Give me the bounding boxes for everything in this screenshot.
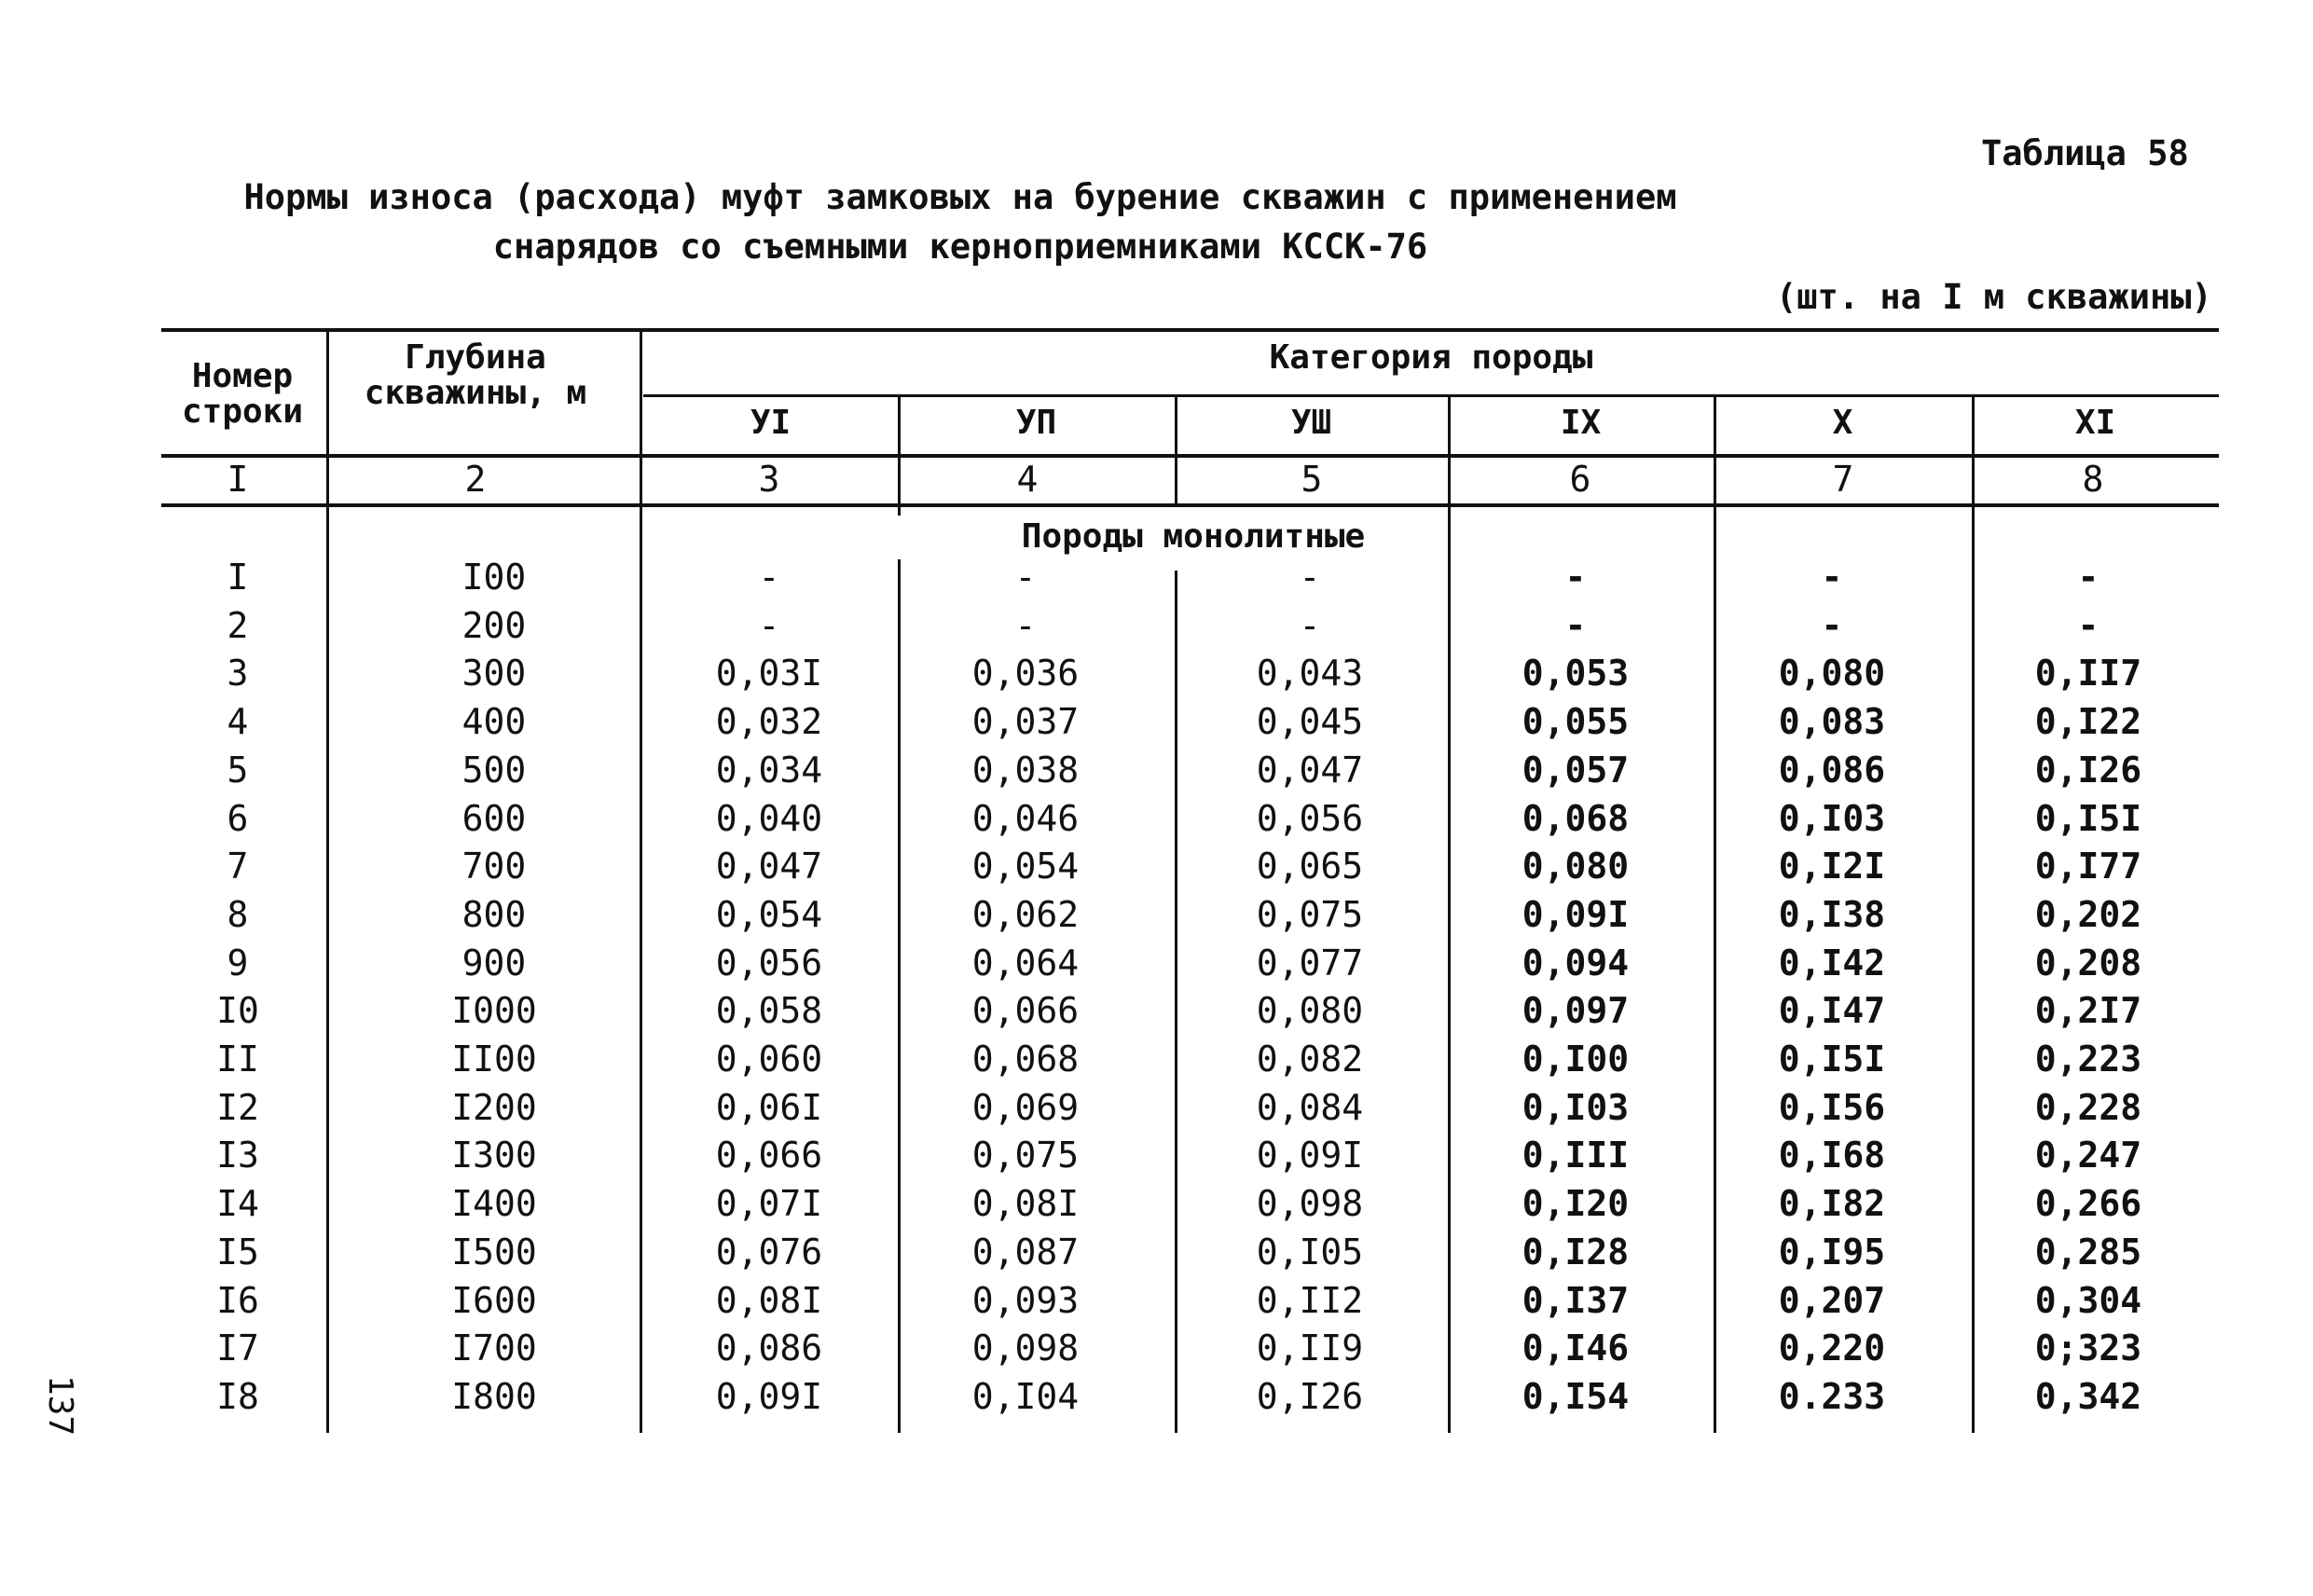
norm-value-cell: 0,054 bbox=[971, 846, 1080, 887]
depth-cell: 700 bbox=[461, 846, 527, 887]
units-note: (шт. на I м скважины) bbox=[1776, 277, 2212, 317]
norm-value-cell: 0,056 bbox=[1256, 798, 1364, 839]
norm-value-cell: 0,076 bbox=[715, 1231, 823, 1273]
column-number: 3 bbox=[758, 459, 780, 500]
norm-value-cell: 0,054 bbox=[715, 894, 823, 935]
norm-value-cell: 0,045 bbox=[1256, 701, 1364, 742]
header-category-VIII: УШ bbox=[1290, 404, 1332, 442]
norm-value-cell: - bbox=[1299, 605, 1321, 646]
norm-value-cell: 0,077 bbox=[1256, 942, 1364, 984]
row-number-cell: I3 bbox=[216, 1135, 259, 1176]
norm-value-cell: - bbox=[1564, 605, 1587, 646]
row-number-cell: 4 bbox=[227, 701, 249, 742]
norm-value-cell: 0,060 bbox=[715, 1039, 823, 1080]
norm-value-cell: 0,09I bbox=[715, 1376, 823, 1417]
norm-value-cell: 0,I95 bbox=[1778, 1231, 1886, 1273]
norm-value-cell: 0,266 bbox=[2034, 1183, 2142, 1224]
row-number-cell: 8 bbox=[227, 894, 249, 935]
norm-value-cell: 0,032 bbox=[715, 701, 823, 742]
norm-value-cell: 0,034 bbox=[715, 750, 823, 791]
col-divider bbox=[640, 328, 642, 1433]
row-number-cell: I bbox=[227, 557, 249, 598]
norm-value-cell: 0,058 bbox=[715, 990, 823, 1031]
norm-value-cell: 0,I5I bbox=[1778, 1039, 1886, 1080]
norm-value-cell: 0,207 bbox=[1778, 1280, 1886, 1321]
norm-value-cell: 0,065 bbox=[1256, 846, 1364, 887]
norm-value-cell: 0,08I bbox=[715, 1280, 823, 1321]
norm-value-cell: 0.233 bbox=[1778, 1376, 1886, 1417]
norm-value-cell: 0,080 bbox=[1521, 846, 1630, 887]
norm-value-cell: - bbox=[758, 557, 780, 598]
norm-value-cell: 0,I54 bbox=[1521, 1376, 1630, 1417]
column-number: 4 bbox=[1016, 459, 1039, 500]
norm-value-cell: - bbox=[758, 605, 780, 646]
norm-value-cell: 0,07I bbox=[715, 1183, 823, 1224]
norm-value-cell: 0,062 bbox=[971, 894, 1080, 935]
section-title: Породы монолитные bbox=[1021, 517, 1366, 556]
norm-value-cell: 0,I68 bbox=[1778, 1135, 1886, 1176]
column-number: 7 bbox=[1832, 459, 1854, 500]
depth-cell: 400 bbox=[461, 701, 527, 742]
depth-cell: I400 bbox=[451, 1183, 537, 1224]
col-divider bbox=[898, 559, 901, 1433]
depth-cell: 800 bbox=[461, 894, 527, 935]
norm-value-cell: 0,II2 bbox=[1256, 1280, 1364, 1321]
norm-value-cell: - bbox=[1564, 557, 1587, 598]
col-divider bbox=[1972, 394, 1975, 1433]
row-number-cell: 9 bbox=[227, 942, 249, 984]
page-number: 137 bbox=[41, 1375, 79, 1437]
norm-value-cell: 0,046 bbox=[971, 798, 1080, 839]
norm-value-cell: 0,093 bbox=[971, 1280, 1080, 1321]
norm-value-cell: 0;323 bbox=[2034, 1328, 2142, 1369]
norm-value-cell: 0,069 bbox=[971, 1087, 1080, 1128]
norm-value-cell: 0,I22 bbox=[2034, 701, 2142, 742]
row-number-cell: 5 bbox=[227, 750, 249, 791]
norm-value-cell: 0,038 bbox=[971, 750, 1080, 791]
depth-cell: I700 bbox=[451, 1328, 537, 1369]
norm-value-cell: 0,304 bbox=[2034, 1280, 2142, 1321]
norm-value-cell: 0,208 bbox=[2034, 942, 2142, 984]
norm-value-cell: 0,068 bbox=[1521, 798, 1630, 839]
norm-value-cell: 0,075 bbox=[1256, 894, 1364, 935]
depth-cell: I300 bbox=[451, 1135, 537, 1176]
norm-value-cell: 0,I77 bbox=[2034, 846, 2142, 887]
norm-value-cell: 0,097 bbox=[1521, 990, 1630, 1031]
norm-value-cell: 0,II9 bbox=[1256, 1328, 1364, 1369]
depth-cell: I500 bbox=[451, 1231, 537, 1273]
norm-value-cell: 0,I47 bbox=[1778, 990, 1886, 1031]
column-number: I bbox=[227, 459, 249, 500]
header-category-VI: УI bbox=[750, 404, 792, 442]
norm-value-cell: 0,I28 bbox=[1521, 1231, 1630, 1273]
norm-value-cell: 0,I42 bbox=[1778, 942, 1886, 984]
norm-value-cell: 0,223 bbox=[2034, 1039, 2142, 1080]
table-title-line-2: снарядов со съемными керноприемниками КССК-76 bbox=[492, 227, 1428, 267]
norm-value-cell: 0,I00 bbox=[1521, 1039, 1630, 1080]
norm-value-cell: 0,080 bbox=[1256, 990, 1364, 1031]
norm-value-cell: 0,043 bbox=[1256, 653, 1364, 694]
depth-cell: I00 bbox=[461, 557, 527, 598]
depth-cell: I600 bbox=[451, 1280, 537, 1321]
norm-value-cell: 0,066 bbox=[971, 990, 1080, 1031]
row-number-cell: 3 bbox=[227, 653, 249, 694]
norm-value-cell: - bbox=[1821, 605, 1843, 646]
norm-value-cell: 0,06I bbox=[715, 1087, 823, 1128]
depth-cell: 900 bbox=[461, 942, 527, 984]
norm-value-cell: 0,03I bbox=[715, 653, 823, 694]
row-number-cell: 2 bbox=[227, 605, 249, 646]
norm-value-cell: 0,I46 bbox=[1521, 1328, 1630, 1369]
row-number-cell: I0 bbox=[216, 990, 259, 1031]
depth-cell: 200 bbox=[461, 605, 527, 646]
norm-value-cell: 0,098 bbox=[1256, 1183, 1364, 1224]
table-title-line-1: Нормы износа (расхода) муфт замковых на бурение скважин с применением bbox=[243, 177, 1677, 217]
depth-cell: I200 bbox=[451, 1087, 537, 1128]
norm-value-cell: 0,053 bbox=[1521, 653, 1630, 694]
depth-cell: I000 bbox=[451, 990, 537, 1031]
norm-value-cell: 0,I37 bbox=[1521, 1280, 1630, 1321]
col-divider bbox=[1175, 571, 1177, 1433]
norm-value-cell: - bbox=[1821, 557, 1843, 598]
norm-value-cell: 0,087 bbox=[971, 1231, 1080, 1273]
norm-value-cell: 0,082 bbox=[1256, 1039, 1364, 1080]
table-label: Таблица 58 bbox=[1981, 133, 2189, 173]
norm-value-cell: 0,047 bbox=[715, 846, 823, 887]
norm-value-cell: 0,342 bbox=[2034, 1376, 2142, 1417]
norm-value-cell: 0,I05 bbox=[1256, 1231, 1364, 1273]
norm-value-cell: 0,247 bbox=[2034, 1135, 2142, 1176]
norm-value-cell: 0,II7 bbox=[2034, 653, 2142, 694]
norm-value-cell: 0,I38 bbox=[1778, 894, 1886, 935]
norm-value-cell: 0,036 bbox=[971, 653, 1080, 694]
norm-value-cell: 0,056 bbox=[715, 942, 823, 984]
header-rule bbox=[161, 454, 2219, 458]
header-category-XI: XI bbox=[2074, 404, 2116, 442]
norm-value-cell: 0,040 bbox=[715, 798, 823, 839]
depth-cell: I800 bbox=[451, 1376, 537, 1417]
row-number-cell: I2 bbox=[216, 1087, 259, 1128]
row-number-cell: 7 bbox=[227, 846, 249, 887]
norm-value-cell: 0,080 bbox=[1778, 653, 1886, 694]
norm-value-cell: 0,2I7 bbox=[2034, 990, 2142, 1031]
depth-cell: 300 bbox=[461, 653, 527, 694]
norm-value-cell: - bbox=[1014, 557, 1037, 598]
norm-value-cell: 0,064 bbox=[971, 942, 1080, 984]
norm-value-cell: 0,094 bbox=[1521, 942, 1630, 984]
column-number: 6 bbox=[1569, 459, 1591, 500]
row-number-cell: I7 bbox=[216, 1328, 259, 1369]
depth-cell: 600 bbox=[461, 798, 527, 839]
depth-cell: II00 bbox=[451, 1039, 537, 1080]
norm-value-cell: 0,08I bbox=[971, 1183, 1080, 1224]
norm-value-cell: 0,III bbox=[1521, 1135, 1630, 1176]
header-category-VII: УП bbox=[1015, 404, 1057, 442]
norm-value-cell: 0,09I bbox=[1521, 894, 1630, 935]
norm-value-cell: 0,I26 bbox=[2034, 750, 2142, 791]
norm-value-cell: 0,055 bbox=[1521, 701, 1630, 742]
norm-value-cell: 0,047 bbox=[1256, 750, 1364, 791]
norm-value-cell: 0,09I bbox=[1256, 1135, 1364, 1176]
norm-value-cell: 0,228 bbox=[2034, 1087, 2142, 1128]
norm-value-cell: 0,I26 bbox=[1256, 1376, 1364, 1417]
norm-value-cell: 0,I82 bbox=[1778, 1183, 1886, 1224]
header-depth: Глубина скважины, м bbox=[364, 338, 587, 412]
header-category-X: X bbox=[1832, 404, 1853, 442]
row-number-cell: I8 bbox=[216, 1376, 259, 1417]
table-top-rule bbox=[161, 328, 2219, 332]
norm-value-cell: - bbox=[1299, 557, 1321, 598]
norm-value-cell: - bbox=[2077, 557, 2100, 598]
norm-value-cell: 0,220 bbox=[1778, 1328, 1886, 1369]
category-rule bbox=[643, 394, 2219, 397]
norm-value-cell: 0,066 bbox=[715, 1135, 823, 1176]
norm-value-cell: 0,I56 bbox=[1778, 1087, 1886, 1128]
depth-cell: 500 bbox=[461, 750, 527, 791]
norm-value-cell: 0,I2I bbox=[1778, 846, 1886, 887]
norm-value-cell: 0,I03 bbox=[1521, 1087, 1630, 1128]
norm-value-cell: 0,084 bbox=[1256, 1087, 1364, 1128]
column-number-rule bbox=[161, 503, 2219, 507]
row-number-cell: 6 bbox=[227, 798, 249, 839]
norm-value-cell: 0,I04 bbox=[971, 1376, 1080, 1417]
column-number: 8 bbox=[2082, 459, 2104, 500]
row-number-cell: II bbox=[216, 1039, 259, 1080]
norm-value-cell: 0,202 bbox=[2034, 894, 2142, 935]
norm-value-cell: 0,285 bbox=[2034, 1231, 2142, 1273]
norm-value-cell: 0,I20 bbox=[1521, 1183, 1630, 1224]
norm-value-cell: - bbox=[2077, 605, 2100, 646]
column-number: 5 bbox=[1301, 459, 1323, 500]
norm-value-cell: 0,I03 bbox=[1778, 798, 1886, 839]
row-number-cell: I5 bbox=[216, 1231, 259, 1273]
column-number: 2 bbox=[464, 459, 487, 500]
row-number-cell: I6 bbox=[216, 1280, 259, 1321]
row-number-cell: I4 bbox=[216, 1183, 259, 1224]
header-rock-category: Категория породы bbox=[1269, 338, 1593, 377]
header-row-number: Номер строки bbox=[181, 357, 304, 431]
col-divider bbox=[1714, 394, 1716, 1433]
norm-value-cell: 0,037 bbox=[971, 701, 1080, 742]
norm-value-cell: 0,098 bbox=[971, 1328, 1080, 1369]
norm-value-cell: 0,I5I bbox=[2034, 798, 2142, 839]
norm-value-cell: - bbox=[1014, 605, 1037, 646]
norm-value-cell: 0,068 bbox=[971, 1039, 1080, 1080]
header-category-IX: IX bbox=[1560, 404, 1602, 442]
norm-value-cell: 0,083 bbox=[1778, 701, 1886, 742]
norm-value-cell: 0,086 bbox=[715, 1328, 823, 1369]
norm-value-cell: 0,057 bbox=[1521, 750, 1630, 791]
norm-value-cell: 0,075 bbox=[971, 1135, 1080, 1176]
norm-value-cell: 0,086 bbox=[1778, 750, 1886, 791]
